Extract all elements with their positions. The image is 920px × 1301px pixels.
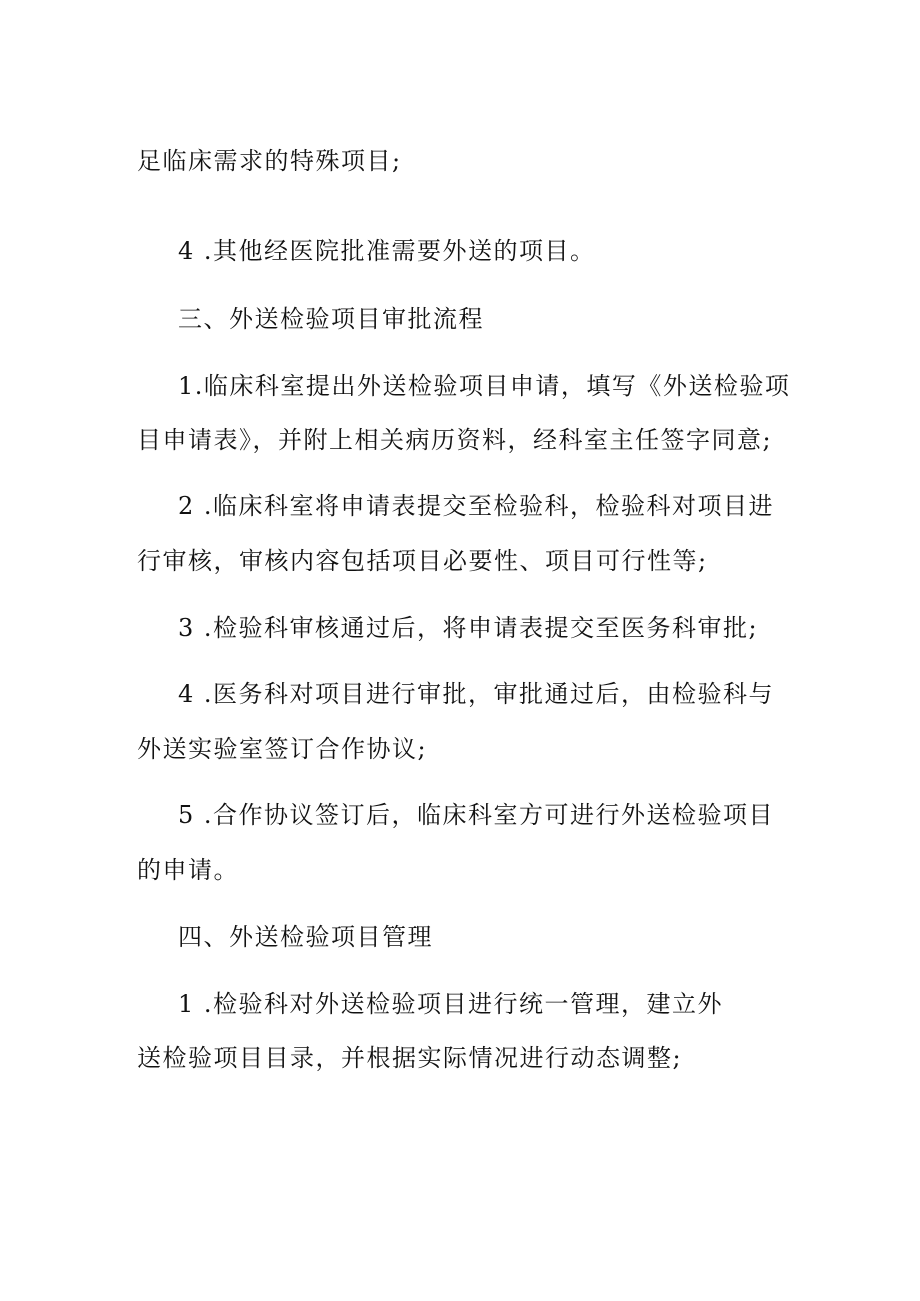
- paragraph-line: 4 .其他经医院批准需要外送的项目。: [178, 237, 596, 265]
- paragraph-line: 行审核，审核内容包括项目必要性、项目可行性等;: [137, 547, 708, 575]
- paragraph-line: 外送实验室签订合作协议;: [137, 735, 428, 763]
- paragraph-line: 5 .合作协议签订后，临床科室方可进行外送检验项目: [178, 801, 775, 829]
- section-heading: 三、外送检验项目审批流程: [178, 305, 484, 333]
- paragraph-line: 目申请表》，并附上相关病历资料，经科室主任签字同意;: [137, 426, 773, 454]
- paragraph-line: 送检验项目目录，并根据实际情况进行动态调整;: [137, 1044, 683, 1072]
- paragraph-line: 1 .检验科对外送检验项目进行统一管理，建立外: [178, 990, 724, 1018]
- paragraph-line: 4 .医务科对项目进行审批，审批通过后，由检验科与: [178, 680, 775, 708]
- paragraph-line: 2 .临床科室将申请表提交至检验科，检验科对项目进: [178, 492, 775, 520]
- paragraph-line: 足临床需求的特殊项目;: [137, 147, 402, 175]
- paragraph-line: 的申请。: [137, 856, 239, 884]
- paragraph-line: 3 .检验科审核通过后，将申请表提交至医务科审批;: [178, 614, 759, 642]
- paragraph-line: 1.临床科室提出外送检验项目申请，填写《外送检验项: [178, 372, 791, 400]
- section-heading: 四、外送检验项目管理: [178, 923, 433, 951]
